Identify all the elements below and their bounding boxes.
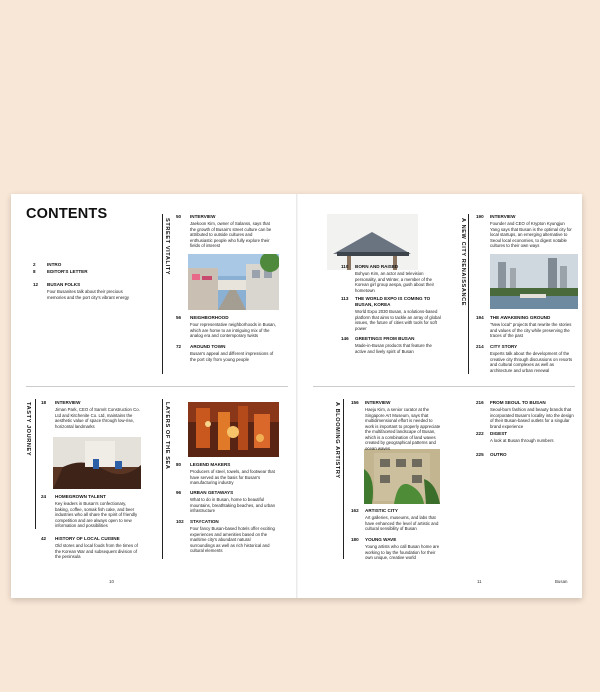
toc-title: AROUND TOWN <box>190 344 226 349</box>
toc-entry <box>476 214 574 249</box>
toc-page-number: 110 <box>341 264 349 269</box>
toc-description: Key leaders in Busan's confectionary, baking, coffee, somak fish cake, and beer industries who all share the spirit of friendly competition and are always open to new information and possibilities <box>55 500 138 529</box>
toc-title: OUTRO <box>490 452 507 457</box>
toc-entry <box>176 490 276 514</box>
toc-description: Four representative neighborhoods in Busan, which are home to an intriguing mix of the analog era and contemporary twists <box>190 321 276 339</box>
toc-title: THE AWAKENING GROUND <box>490 315 551 320</box>
section-rule <box>162 399 163 559</box>
toc-entry <box>41 400 141 429</box>
toc-entry <box>476 400 574 429</box>
toc-description: Founder and CEO of Krypton Kyungjun Yang says that Busan is the optimal city for local startups, an emerging alternative to Seoul local economies, to digest notable cultures to their own ways <box>490 220 572 249</box>
photo-factory-sparks <box>188 402 279 457</box>
toc-page-number: 72 <box>176 344 182 349</box>
toc-title: STAYCATION <box>190 519 219 524</box>
page-number-left: 10 <box>109 579 114 584</box>
magazine-spread <box>11 194 582 598</box>
toc-description: "New local" projects that rewrite the stories and values of the city while preserving the traces of the past <box>490 321 572 339</box>
toc-page-number: 96 <box>176 490 182 495</box>
toc-title: HOMEGROWN TALENT <box>55 494 106 499</box>
toc-description: Experts talk about the development of the creative city through discussions on resorts and cultural complexes as well as architecture and urban renewal <box>490 350 573 373</box>
section-rule <box>468 214 469 374</box>
toc-title: FROM SEOUL TO BUSAN <box>490 400 546 405</box>
divider <box>313 386 575 387</box>
toc-entry <box>176 519 276 554</box>
toc-page-number: 214 <box>476 344 484 349</box>
section-rule <box>343 399 344 559</box>
toc-title: BUSAN FOLKS <box>47 282 81 287</box>
toc-page-number: 50 <box>176 214 182 219</box>
toc-entry <box>476 344 574 373</box>
divider <box>26 386 288 387</box>
toc-page-number: 216 <box>476 400 484 405</box>
toc-description: Made-in-Busan products that feature the active and lively spirit of Busan <box>355 342 432 354</box>
photo-city-harbour <box>490 254 578 309</box>
contents-heading: CONTENTS <box>26 206 108 222</box>
toc-page-number: 18 <box>41 400 47 405</box>
toc-page-number: 113 <box>341 296 349 301</box>
photo-street-scene <box>188 254 279 310</box>
toc-entry <box>176 315 276 339</box>
toc-title: INTERVIEW <box>365 400 391 405</box>
toc-page-number: 180 <box>351 537 359 542</box>
toc-entry <box>33 262 133 268</box>
section-label-new-city: A NEW CITY RENAISSANCE <box>460 218 466 307</box>
toc-title: URBAN GETAWAYS <box>190 490 234 495</box>
running-head: Busan <box>555 579 568 584</box>
toc-description: Haeju Kim, a senior curator at the Singapore Art Museum, says that multidimensional effort is needed to work is important to properly appreciate the multifaceted landscape of Busan, which is a combination of land waves created by geographical patterns and ocean waves <box>365 406 441 452</box>
toc-description: World Expo 2030 Busan, a solutions-based platform that aims to tackle an array of global issues, the future of cities with tools for soft power <box>355 308 441 331</box>
toc-title: INTRO <box>47 262 62 267</box>
toc-title: LEGEND MAKERS <box>190 462 231 467</box>
toc-title: BORN AND RAISED <box>355 264 399 269</box>
toc-page-number: 194 <box>476 315 484 320</box>
toc-title: GREETINGS FROM BUSAN <box>355 336 415 341</box>
photo-ivy-building <box>364 449 440 504</box>
toc-entry <box>341 264 441 293</box>
toc-page-number: 222 <box>476 431 484 436</box>
toc-description: Jaekoon Kim, owner of Salanss, says that the growth of Busan's street culture can be attributed to outside cultures and enthusiastic people who fully explore their fields of interest <box>190 220 272 249</box>
toc-entry <box>176 344 276 362</box>
toc-title: INTERVIEW <box>190 214 216 219</box>
toc-description: Young artists who call Busan home are working to lay the foundation for their own unique, creative world <box>365 543 440 561</box>
toc-description: What to do in Busan, home to beautiful mountains, breathtaking beaches, and urban infrastructure <box>190 496 276 514</box>
toc-title: DIGEST <box>490 431 508 436</box>
section-label-street-vitality: STREET VITALITY <box>164 218 170 276</box>
toc-description: Four fancy Busan-based hotels offer exciting experiences and amenities based on the maritime city's abundant natural surroundings as well as rich historical and cultural elements <box>190 525 275 554</box>
toc-entry <box>351 508 441 532</box>
toc-title: HISTORY OF LOCAL CUISINE <box>55 536 120 541</box>
toc-description: Seoul-born fashion and beauty brands that incorporated Busan's locality into the design of their Busan-based outlets for a singular brand experience <box>490 406 574 429</box>
toc-title: ARTISTIC CITY <box>365 508 398 513</box>
section-label-blooming-artistry: A BLOOMING ARTISTRY <box>334 402 340 479</box>
toc-description: Art galleries, museums, and labs that have enhanced the level of artistic and cultural sensibility of Busan <box>365 514 439 532</box>
toc-entry <box>41 536 141 560</box>
toc-page-number: 146 <box>341 336 349 341</box>
page-number-right: 11 <box>477 579 482 584</box>
toc-entry <box>33 282 133 300</box>
section-label-layers-of-sea: LAYERS OF THE SEA <box>164 402 170 470</box>
toc-description: Producers of steel, towels, and footwear that have served as the basis for Busan's manufacturing industry <box>190 468 275 486</box>
toc-entry <box>33 269 133 275</box>
photo-rooftop-structure <box>327 214 418 270</box>
toc-page-number: 24 <box>41 494 47 499</box>
toc-description: A look at Busan through numbers <box>490 437 554 443</box>
toc-title: EDITOR'S LETTER <box>47 269 88 274</box>
toc-page-number: 12 <box>33 282 39 287</box>
toc-entry <box>476 431 574 444</box>
spine-gutter <box>296 194 298 598</box>
toc-title: CITY STORY <box>490 344 518 349</box>
toc-page-number: 190 <box>476 214 484 219</box>
section-rule <box>35 399 36 529</box>
toc-description: Bohyun Kim, an actor and television personality, and Winter, a member of the Korean girl group aespa, gush about their hometown <box>355 270 435 293</box>
section-rule <box>162 214 163 374</box>
toc-entry <box>476 452 574 458</box>
toc-title: INTERVIEW <box>490 214 516 219</box>
toc-page-number: 102 <box>176 519 184 524</box>
toc-page-number: 225 <box>476 452 484 457</box>
toc-page-number: 42 <box>41 536 47 541</box>
toc-entry <box>476 315 574 339</box>
toc-description: Old stores and local foods from the times of the Korean War and subsequent division of the peninsula <box>55 542 138 560</box>
photo-chocolate-making <box>53 437 141 489</box>
toc-page-number: 2 <box>33 262 36 267</box>
toc-description: Jiman Park, CEO of Samrit Construction Co. Ltd and Kitchenite Co. Ltd, maintains the aesthetic value of space through low-rise, horizontal landmarks <box>55 406 140 429</box>
toc-title: INTERVIEW <box>55 400 81 405</box>
toc-page-number: 56 <box>176 315 182 320</box>
toc-page-number: 162 <box>351 508 359 513</box>
toc-page-number: 156 <box>351 400 359 405</box>
toc-page-number: 8 <box>33 269 36 274</box>
toc-title: THE WORLD EXPO IS COMING TO BUSAN, KOREA <box>355 296 431 307</box>
toc-entry <box>176 214 276 249</box>
toc-entry <box>351 537 441 561</box>
toc-title: YOUNG WAVE <box>365 537 397 542</box>
toc-entry <box>341 336 441 354</box>
toc-entry <box>41 494 141 529</box>
toc-page-number: 80 <box>176 462 182 467</box>
toc-title: NEIGHBORHOOD <box>190 315 229 320</box>
toc-entry <box>351 400 441 452</box>
toc-description: Busan's appeal and different impressions of the port city from young people <box>190 350 274 362</box>
section-label-tasty-journey: TASTY JOURNEY <box>25 402 31 457</box>
toc-description: Four Busanites talk about their precious memories and the port city's vibrant energy <box>47 288 130 300</box>
toc-entry <box>176 462 276 486</box>
toc-entry <box>341 296 441 331</box>
